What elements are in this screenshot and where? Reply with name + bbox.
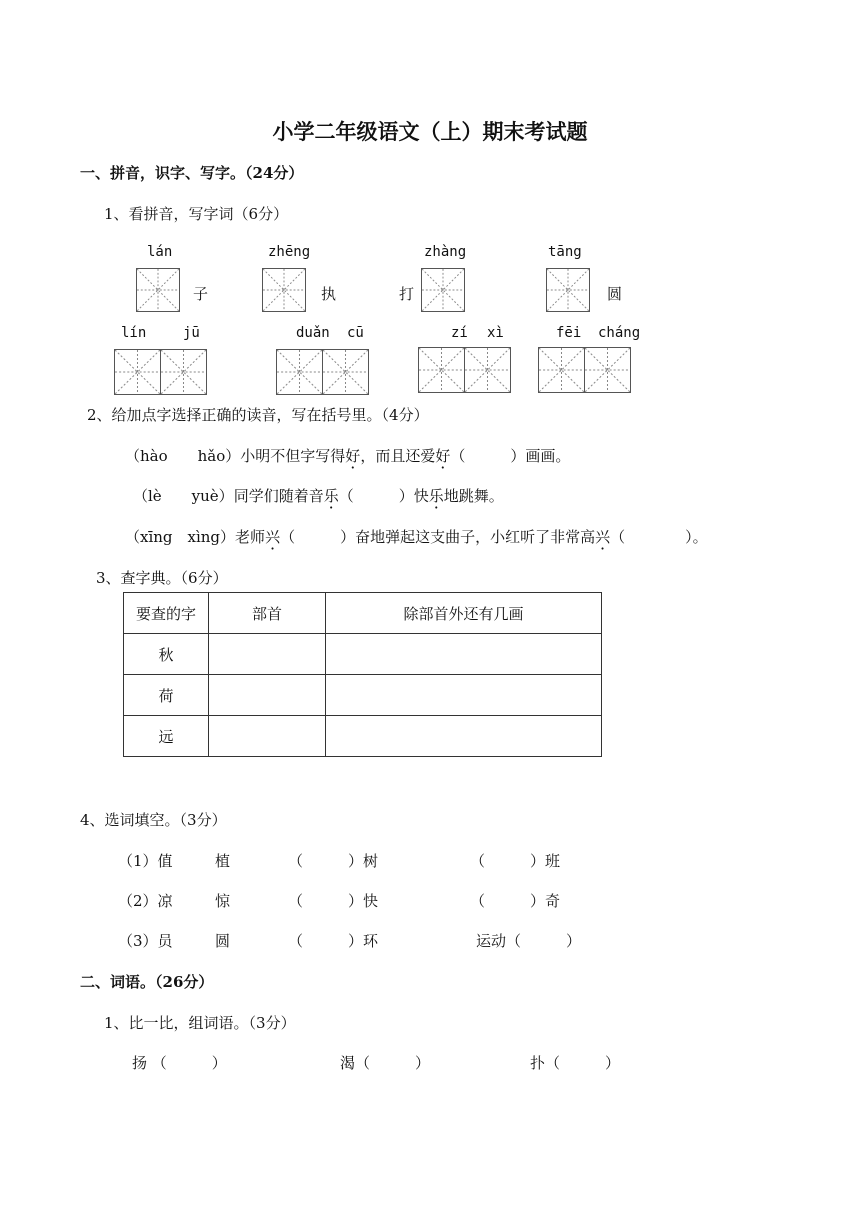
radical-cell[interactable]	[209, 716, 326, 757]
writing-grid[interactable]	[114, 349, 161, 395]
section-2-heading: 二、词语。（26分）	[80, 973, 214, 991]
table-header-row	[124, 593, 602, 634]
sentence-text: 同学们随着音	[233, 487, 324, 505]
reading-options: （xīng xìng）	[125, 528, 236, 546]
radical-cell[interactable]	[209, 675, 326, 716]
page-title: 小学二年级语文（上）期末考试题	[272, 119, 588, 144]
answer-blank[interactable]: （ ）快	[288, 892, 379, 910]
dotted-char: 兴	[265, 528, 281, 546]
lookup-char: 远	[124, 716, 209, 757]
column-header: 部首	[209, 593, 326, 634]
answer-blank[interactable]: （ ）快	[338, 487, 429, 505]
q4-alt-2: 惊	[215, 892, 231, 910]
radical-cell[interactable]	[209, 634, 326, 675]
writing-grid[interactable]	[546, 268, 590, 312]
pinyin-7a: zí	[451, 325, 468, 341]
writing-grid[interactable]	[322, 349, 369, 395]
writing-grid[interactable]	[262, 268, 306, 312]
s2-q1-heading: 1、比一比，组词语。（3分）	[104, 1014, 296, 1032]
sentence-text: 老师	[235, 528, 266, 546]
dotted-char: 兴	[595, 528, 611, 546]
q2-line-2	[133, 485, 504, 506]
dotted-char: 乐	[323, 487, 339, 505]
pinyin-1: lán	[147, 244, 173, 260]
pinyin-8a: fēi	[556, 325, 582, 341]
pinyin-4: tāng	[548, 244, 582, 260]
char-after-2: 执	[321, 285, 337, 303]
answer-blank[interactable]: （ ）。	[610, 528, 708, 546]
q4-option-2: （2）凉	[118, 892, 173, 910]
reading-options: （hào hǎo）	[125, 447, 241, 465]
writing-grid[interactable]	[584, 347, 631, 393]
char-after-1: 子	[193, 285, 209, 303]
q4-heading: 4、选词填空。（3分）	[80, 811, 227, 829]
dictionary-table	[123, 592, 602, 757]
q3-heading: 3、查字典。（6分）	[96, 569, 228, 587]
q4-option-1: （1）值	[118, 852, 173, 870]
pinyin-6a: duǎn	[296, 325, 330, 341]
q2-line-1	[125, 445, 570, 466]
q4-option-3: （3）员	[118, 932, 173, 950]
writing-grid[interactable]	[160, 349, 207, 395]
answer-blank[interactable]: （ ）环	[288, 932, 379, 950]
q4-alt-1: 植	[215, 852, 231, 870]
pinyin-8b: cháng	[598, 325, 641, 341]
sentence-text: （ ）奋地弹起这支曲子，小红听了非常高	[280, 528, 596, 546]
writing-grid[interactable]	[538, 347, 585, 393]
compare-word-2[interactable]: 渴（ ）	[340, 1054, 431, 1072]
sentence-text: 小明不但字写得	[240, 447, 346, 465]
answer-blank[interactable]: （ ）奇	[470, 892, 561, 910]
lookup-char: 荷	[124, 675, 209, 716]
writing-grid[interactable]	[418, 347, 465, 393]
dotted-char: 好	[435, 447, 451, 465]
table-row	[124, 716, 602, 757]
answer-blank[interactable]: 运动（ ）	[476, 932, 582, 950]
dotted-char: 乐	[428, 487, 444, 505]
char-after-4: 圆	[607, 285, 623, 303]
pinyin-5b: jū	[183, 325, 200, 341]
pinyin-5a: lín	[121, 325, 147, 341]
column-header: 要查的字	[124, 593, 209, 634]
strokes-cell[interactable]	[326, 675, 602, 716]
q2-heading: 2、给加点字选择正确的读音，写在括号里。（4分）	[87, 406, 429, 424]
q1-heading: 1、看拼音，写字词（6分）	[104, 205, 289, 223]
lookup-char: 秋	[124, 634, 209, 675]
writing-grid[interactable]	[464, 347, 511, 393]
table-row	[124, 634, 602, 675]
strokes-cell[interactable]	[326, 716, 602, 757]
writing-grid[interactable]	[276, 349, 323, 395]
pinyin-2: zhēng	[268, 244, 311, 260]
writing-grid[interactable]	[421, 268, 465, 312]
pinyin-7b: xì	[487, 325, 504, 341]
answer-blank[interactable]: （ ）画画。	[450, 447, 571, 465]
answer-blank[interactable]: （ ）树	[288, 852, 379, 870]
pinyin-3: zhàng	[424, 244, 467, 260]
q4-alt-3: 圆	[215, 932, 231, 950]
section-1-heading: 一、拼音，识字、写字。（24分）	[80, 164, 304, 182]
table-row	[124, 675, 602, 716]
reading-options: （lè yuè）	[133, 487, 234, 505]
dotted-char: 好	[345, 447, 361, 465]
sentence-text: 地跳舞。	[443, 487, 504, 505]
answer-blank[interactable]: （ ）班	[470, 852, 561, 870]
compare-word-3[interactable]: 扑（ ）	[530, 1054, 621, 1072]
strokes-cell[interactable]	[326, 634, 602, 675]
sentence-text: ，而且还爱	[360, 447, 436, 465]
compare-word-1[interactable]: 扬 （ ）	[132, 1054, 227, 1072]
q2-line-3	[125, 526, 708, 547]
pinyin-6b: cū	[347, 325, 364, 341]
column-header: 除部首外还有几画	[326, 593, 602, 634]
char-before-3: 打	[399, 285, 415, 303]
writing-grid[interactable]	[136, 268, 180, 312]
